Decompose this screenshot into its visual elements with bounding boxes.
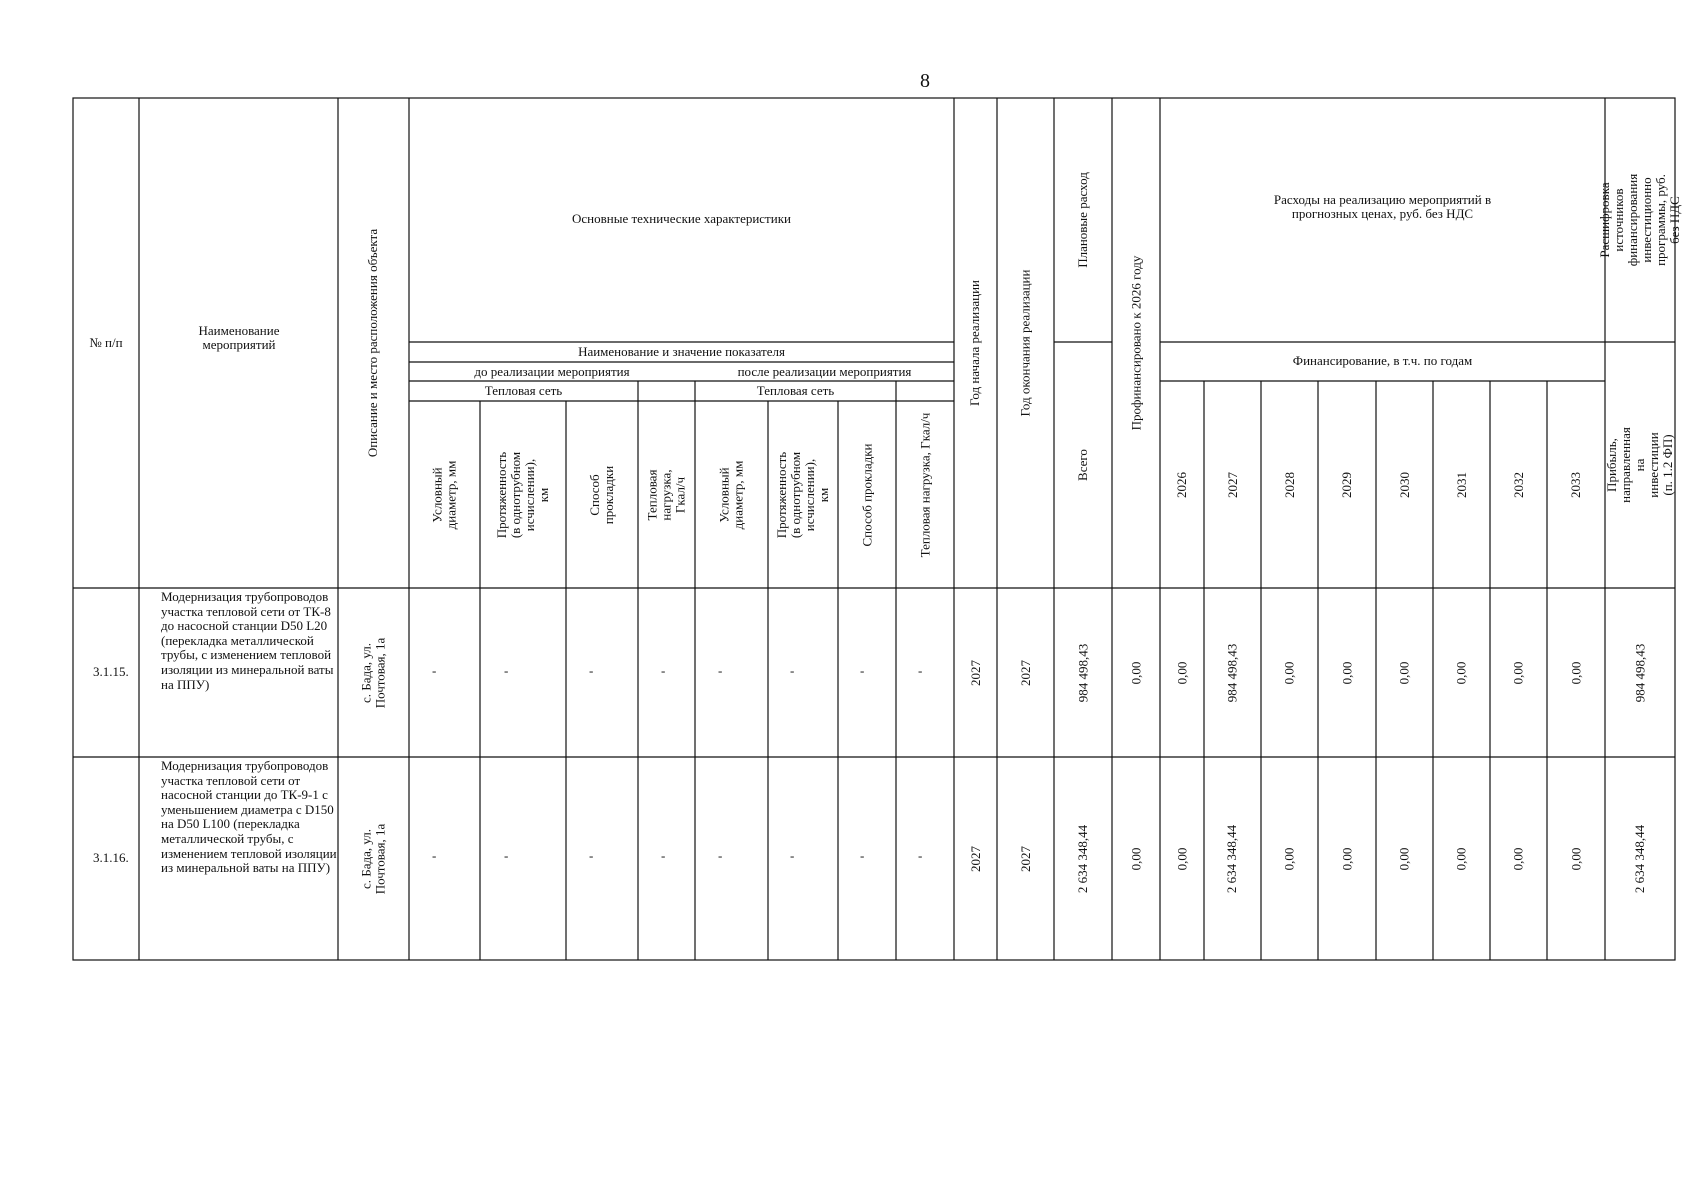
header-before: до реализации мероприятия [474,364,630,379]
row-location: с. Бада, ул. Почтовая, 1а [358,823,388,894]
row-load-before: - [661,663,666,678]
row-location: с. Бада, ул. Почтовая, 1а [358,637,388,708]
header-load-before: Тепловая нагрузка, Гкал/ч [644,468,688,521]
header-network-after: Тепловая сеть [756,383,835,398]
row-diameter-after: - [718,663,723,678]
row-method-before: - [589,663,594,678]
row-year-end: 2027 [1017,845,1033,872]
row-load-before: - [661,848,666,863]
header-year-2028: 2028 [1281,471,1297,498]
header-year-2033: 2033 [1568,471,1583,498]
row-y2033: 0,00 [1568,847,1583,870]
row-y2028: 0,00 [1281,661,1297,684]
row-y2030: 0,00 [1396,661,1412,684]
row-diameter-after: - [718,848,723,863]
header-method-before: Способ прокладки [587,465,616,524]
row-y2027: 2 634 348,44 [1224,824,1240,893]
row-year-start: 2027 [967,845,983,872]
header-year-start: Год начала реализации [967,279,983,407]
header-tech: Основные технические характеристики [572,211,791,226]
row-prefinanced: 0,00 [1128,661,1143,684]
page-number: 8 [920,70,930,92]
header-breakdown: Расшифровка источников финансирования инвестиционно программы, руб. без НДС [1597,173,1683,267]
row-y2031: 0,00 [1453,847,1469,870]
row-length-before: - [504,663,509,678]
row-y2032: 0,00 [1510,847,1526,870]
row-y2029: 0,00 [1339,847,1354,870]
row-load-after: - [918,848,923,863]
header-location: Описание и место расположения объекта [365,228,381,458]
header-length-after: Протяженность (в однотрубном исчислении), км [774,451,831,538]
row-year-start: 2027 [967,659,983,686]
header-after: после реализации мероприятия [737,364,912,379]
header-name: Наименование мероприятий [198,323,280,352]
row-profit: 984 498,43 [1632,643,1647,702]
row-y2031: 0,00 [1453,661,1469,684]
header-load-after: Тепловая нагрузка, Гкал/ч [917,412,933,557]
header-diameter-before: Условный диаметр, мм [429,460,459,529]
row-profit: 2 634 348,44 [1632,824,1647,893]
row-num: 3.1.15. [93,664,129,679]
row-method-after: - [860,848,865,863]
row-prefinanced: 0,00 [1128,847,1143,870]
header-year-2032: 2032 [1510,471,1526,498]
header-year-end: Год окончания реализации [1017,269,1033,417]
row-y2026: 0,00 [1174,661,1189,684]
header-num: № п/п [89,335,123,350]
row-length-before: - [504,848,509,863]
row-num: 3.1.16. [93,850,129,865]
header-method-after: Способ прокладки [859,442,875,547]
row-length-after: - [790,663,795,678]
row-year-end: 2027 [1017,659,1033,686]
row-total: 984 498,43 [1075,643,1090,702]
header-year-2031: 2031 [1453,471,1469,498]
header-year-2027: 2027 [1224,471,1240,498]
header-network-before: Тепловая сеть [484,383,563,398]
header-year-2026: 2026 [1174,471,1189,498]
header-costs: Расходы на реализацию мероприятий в прогнозных ценах, руб. без НДС [1273,192,1492,221]
row-y2026: 0,00 [1174,847,1189,870]
row-y2033: 0,00 [1568,661,1583,684]
row-y2028: 0,00 [1281,847,1297,870]
row-y2030: 0,00 [1396,847,1412,870]
row-diameter-before: - [432,848,437,863]
header-year-2030: 2030 [1396,471,1412,498]
row-y2032: 0,00 [1510,661,1526,684]
row-y2027: 984 498,43 [1224,643,1240,702]
header-year-2029: 2029 [1339,471,1354,498]
header-diameter-after: Условный диаметр, мм [716,460,746,529]
header-planned: Плановые расход [1075,172,1091,268]
header-indicator: Наименование и значение показателя [578,344,785,359]
header-prefinanced: Профинансировано к 2026 году [1128,255,1143,431]
row-diameter-before: - [432,663,437,678]
header-total: Всего [1074,449,1090,481]
row-total: 2 634 348,44 [1075,824,1090,893]
row-method-before: - [589,848,594,863]
row-length-after: - [790,848,795,863]
header-length-before: Протяженность (в однотрубном исчислении), км [494,451,551,538]
row-name: Модернизация трубопроводов участка тепловой сети от насосной станции до ТК-9-1 с уменьшением диаметра с D150 на D50 L100 (перекладка металлической трубы, с изменением тепловой изоляции из минеральной ваты на ППУ) [161,758,337,876]
row-method-after: - [860,663,865,678]
row-y2029: 0,00 [1339,661,1354,684]
row-name: Модернизация трубопроводов участка тепловой сети от ТК-8 до насосной станции D50 L20 (перекладка металлической трубы, с изменением тепловой изоляции из минеральной ваты на ППУ) [161,589,334,692]
row-load-after: - [918,663,923,678]
header-profit: Прибыль, направленная на инвестиции (п. 1.2 ФП) [1604,427,1675,503]
header-financing: Финансирование, в т.ч. по годам [1292,353,1473,368]
